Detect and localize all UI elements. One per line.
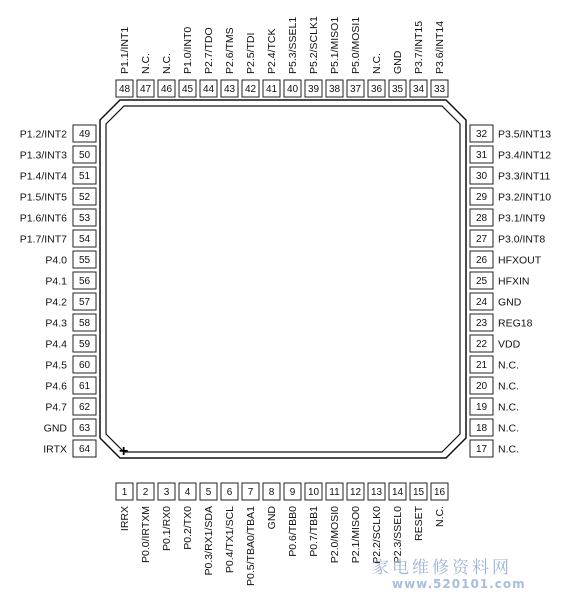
pin-number-15: 15 xyxy=(412,487,425,498)
pin1-marker: + xyxy=(119,443,129,460)
pin-number-37: 37 xyxy=(349,84,362,95)
pin-number-13: 13 xyxy=(370,487,383,498)
pin-label-39: P5.2/SCLK1 xyxy=(308,16,320,74)
pin-number-50: 50 xyxy=(78,150,91,161)
pin-number-41: 41 xyxy=(265,84,278,95)
pin-number-36: 36 xyxy=(370,84,383,95)
pin-label-37: P5.0/MOSI1 xyxy=(350,16,362,74)
pin-label-58: P4.3 xyxy=(45,317,67,330)
pin-label-27: P3.0/INT8 xyxy=(498,233,546,246)
pin-label-6: P0.4/TX1/SCL xyxy=(224,506,236,574)
pins-top-row xyxy=(116,16,448,97)
pin-number-47: 47 xyxy=(139,84,152,95)
pin-number-9: 9 xyxy=(289,487,296,498)
pin-label-12: P2.1/MISO0 xyxy=(350,506,362,564)
pin-label-11: P2.0/MOSI0 xyxy=(329,506,341,564)
pin-label-34: P3.7/INT15 xyxy=(413,20,425,74)
pin-number-27: 27 xyxy=(475,234,488,245)
pin-label-19: N.C. xyxy=(498,401,519,414)
pin-number-30: 30 xyxy=(475,171,488,182)
pin-label-3: P0.1/RX0 xyxy=(161,506,173,551)
pin-number-38: 38 xyxy=(328,84,341,95)
pin-label-54: P1.7/INT7 xyxy=(19,233,67,246)
pin-label-49: P1.2/INT2 xyxy=(19,128,67,141)
pin-label-8: GND xyxy=(266,506,278,530)
pin-number-44: 44 xyxy=(202,84,215,95)
pin-label-61: P4.6 xyxy=(45,380,67,393)
pin-label-24: GND xyxy=(498,296,522,309)
pin-label-59: P4.4 xyxy=(45,338,67,351)
pin-label-41: P2.4/TCK xyxy=(266,28,278,74)
pins-left-column xyxy=(20,125,96,457)
pin-label-22: VDD xyxy=(498,338,521,351)
pin-number-60: 60 xyxy=(78,360,91,371)
pin-number-22: 22 xyxy=(475,339,488,350)
pin-label-25: HFXIN xyxy=(498,275,530,288)
pin-label-1: IRRX xyxy=(119,506,131,532)
pin-number-24: 24 xyxy=(475,297,488,308)
pin-label-4: P0.2/TX0 xyxy=(182,506,194,550)
pin-number-17: 17 xyxy=(475,444,488,455)
pin-number-63: 63 xyxy=(78,423,91,434)
pin-label-9: P0.6/TBB0 xyxy=(287,506,299,557)
pin-label-33: P3.6/INT14 xyxy=(434,20,446,74)
pin-label-44: P2.7/TDO xyxy=(203,27,215,74)
pin-label-26: HFXOUT xyxy=(498,254,542,267)
pin-label-43: P2.6/TMS xyxy=(224,27,236,74)
pin-number-35: 35 xyxy=(391,84,404,95)
pin-number-18: 18 xyxy=(475,423,488,434)
pin-number-1: 1 xyxy=(121,487,128,498)
pin-number-64: 64 xyxy=(78,444,91,455)
pin-label-38: P5.1/MISO1 xyxy=(329,16,341,74)
pin-number-10: 10 xyxy=(307,487,320,498)
pin-label-64: IRTX xyxy=(43,443,67,456)
pin-number-32: 32 xyxy=(475,129,488,140)
pin-number-53: 53 xyxy=(78,213,91,224)
pin-number-23: 23 xyxy=(475,318,488,329)
pin-number-26: 26 xyxy=(475,255,488,266)
pin-number-11: 11 xyxy=(329,487,340,498)
pins-right-column xyxy=(470,125,551,457)
pin-label-53: P1.6/INT6 xyxy=(19,212,67,225)
pin-label-46: N.C. xyxy=(161,53,173,74)
pin-label-52: P1.5/INT5 xyxy=(19,191,67,204)
pin-number-3: 3 xyxy=(163,487,170,498)
pin-number-6: 6 xyxy=(226,487,233,498)
pin-number-54: 54 xyxy=(78,234,91,245)
pin-number-25: 25 xyxy=(475,276,488,287)
pin-label-10: P0.7/TBB1 xyxy=(308,506,320,557)
pin-label-42: P2.5/TDI xyxy=(245,32,257,74)
pin-label-55: P4.0 xyxy=(45,254,67,267)
pin-number-55: 55 xyxy=(78,255,91,266)
pin-label-63: GND xyxy=(43,422,67,435)
pin-number-29: 29 xyxy=(475,192,488,203)
pin-label-30: P3.3/INT11 xyxy=(498,170,551,183)
pin-label-40: P5.3/SSEL1 xyxy=(287,16,299,74)
pin-number-43: 43 xyxy=(223,84,236,95)
pin-label-7: P0.5/TBA0/TBA1 xyxy=(245,506,257,586)
pin-label-48: P1.1/INT1 xyxy=(119,26,131,74)
pin-number-5: 5 xyxy=(205,487,212,498)
pin-label-18: N.C. xyxy=(498,422,519,435)
pin-number-31: 31 xyxy=(475,150,488,161)
pin-label-13: P2.2/SCLK0 xyxy=(371,506,383,564)
pin-number-19: 19 xyxy=(475,402,488,413)
pin-label-16: N.C. xyxy=(434,506,446,527)
pin-number-4: 4 xyxy=(184,487,191,498)
pin-number-7: 7 xyxy=(247,487,254,498)
pin-label-2: P0.0/IRTXM xyxy=(140,506,152,563)
pin-number-46: 46 xyxy=(160,84,173,95)
pin-number-20: 20 xyxy=(475,381,488,392)
pin-label-17: N.C. xyxy=(498,443,519,456)
pin-label-51: P1.4/INT4 xyxy=(19,170,67,183)
pin-label-56: P4.1 xyxy=(45,275,67,288)
pin-number-39: 39 xyxy=(307,84,320,95)
pin-label-21: N.C. xyxy=(498,359,519,372)
pin-number-21: 21 xyxy=(475,360,488,371)
pin-number-33: 33 xyxy=(433,84,446,95)
watermark-url: www.520101.com xyxy=(392,577,526,591)
pin-number-52: 52 xyxy=(78,192,91,203)
pin-number-28: 28 xyxy=(475,213,488,224)
pin-label-20: N.C. xyxy=(498,380,519,393)
pin-label-62: P4.7 xyxy=(45,401,67,414)
pin-label-50: P1.3/INT3 xyxy=(19,149,67,162)
pin-number-14: 14 xyxy=(391,487,404,498)
watermark-text: 家电维修资料网 xyxy=(372,558,512,578)
pin-label-32: P3.5/INT13 xyxy=(498,128,552,141)
pin-number-8: 8 xyxy=(268,487,275,498)
pin-label-31: P3.4/INT12 xyxy=(498,149,552,162)
chip-package-inner xyxy=(106,106,460,452)
pin-number-49: 49 xyxy=(78,129,91,140)
pin-number-57: 57 xyxy=(78,297,91,308)
pin-number-59: 59 xyxy=(78,339,91,350)
pin-number-16: 16 xyxy=(433,487,446,498)
pin-label-36: N.C. xyxy=(371,53,383,74)
pin-number-62: 62 xyxy=(78,402,91,413)
pin-label-15: RESET xyxy=(413,506,425,542)
pin-label-57: P4.2 xyxy=(45,296,67,309)
pin-number-58: 58 xyxy=(78,318,91,329)
pin-label-45: P1.0/INT0 xyxy=(182,26,194,74)
pin-number-56: 56 xyxy=(78,276,91,287)
pin-number-61: 61 xyxy=(78,381,91,392)
pin-label-47: N.C. xyxy=(140,53,152,74)
pin-label-23: REG18 xyxy=(498,317,533,330)
pin-label-14: P2.3/SSEL0 xyxy=(392,506,404,564)
pin-number-12: 12 xyxy=(349,487,362,498)
pin-number-42: 42 xyxy=(244,84,257,95)
pin-label-5: P0.3/RX1/SDA xyxy=(203,506,215,576)
pin-number-48: 48 xyxy=(118,84,131,95)
pin-label-28: P3.1/INT9 xyxy=(498,212,546,225)
pin-number-34: 34 xyxy=(412,84,425,95)
pin-label-35: GND xyxy=(392,50,404,74)
pin-number-40: 40 xyxy=(286,84,299,95)
pin-number-2: 2 xyxy=(142,487,149,498)
pin-label-60: P4.5 xyxy=(45,359,67,372)
pin-label-29: P3.2/INT10 xyxy=(498,191,552,204)
pin-number-45: 45 xyxy=(181,84,194,95)
pin-number-51: 51 xyxy=(78,171,91,182)
